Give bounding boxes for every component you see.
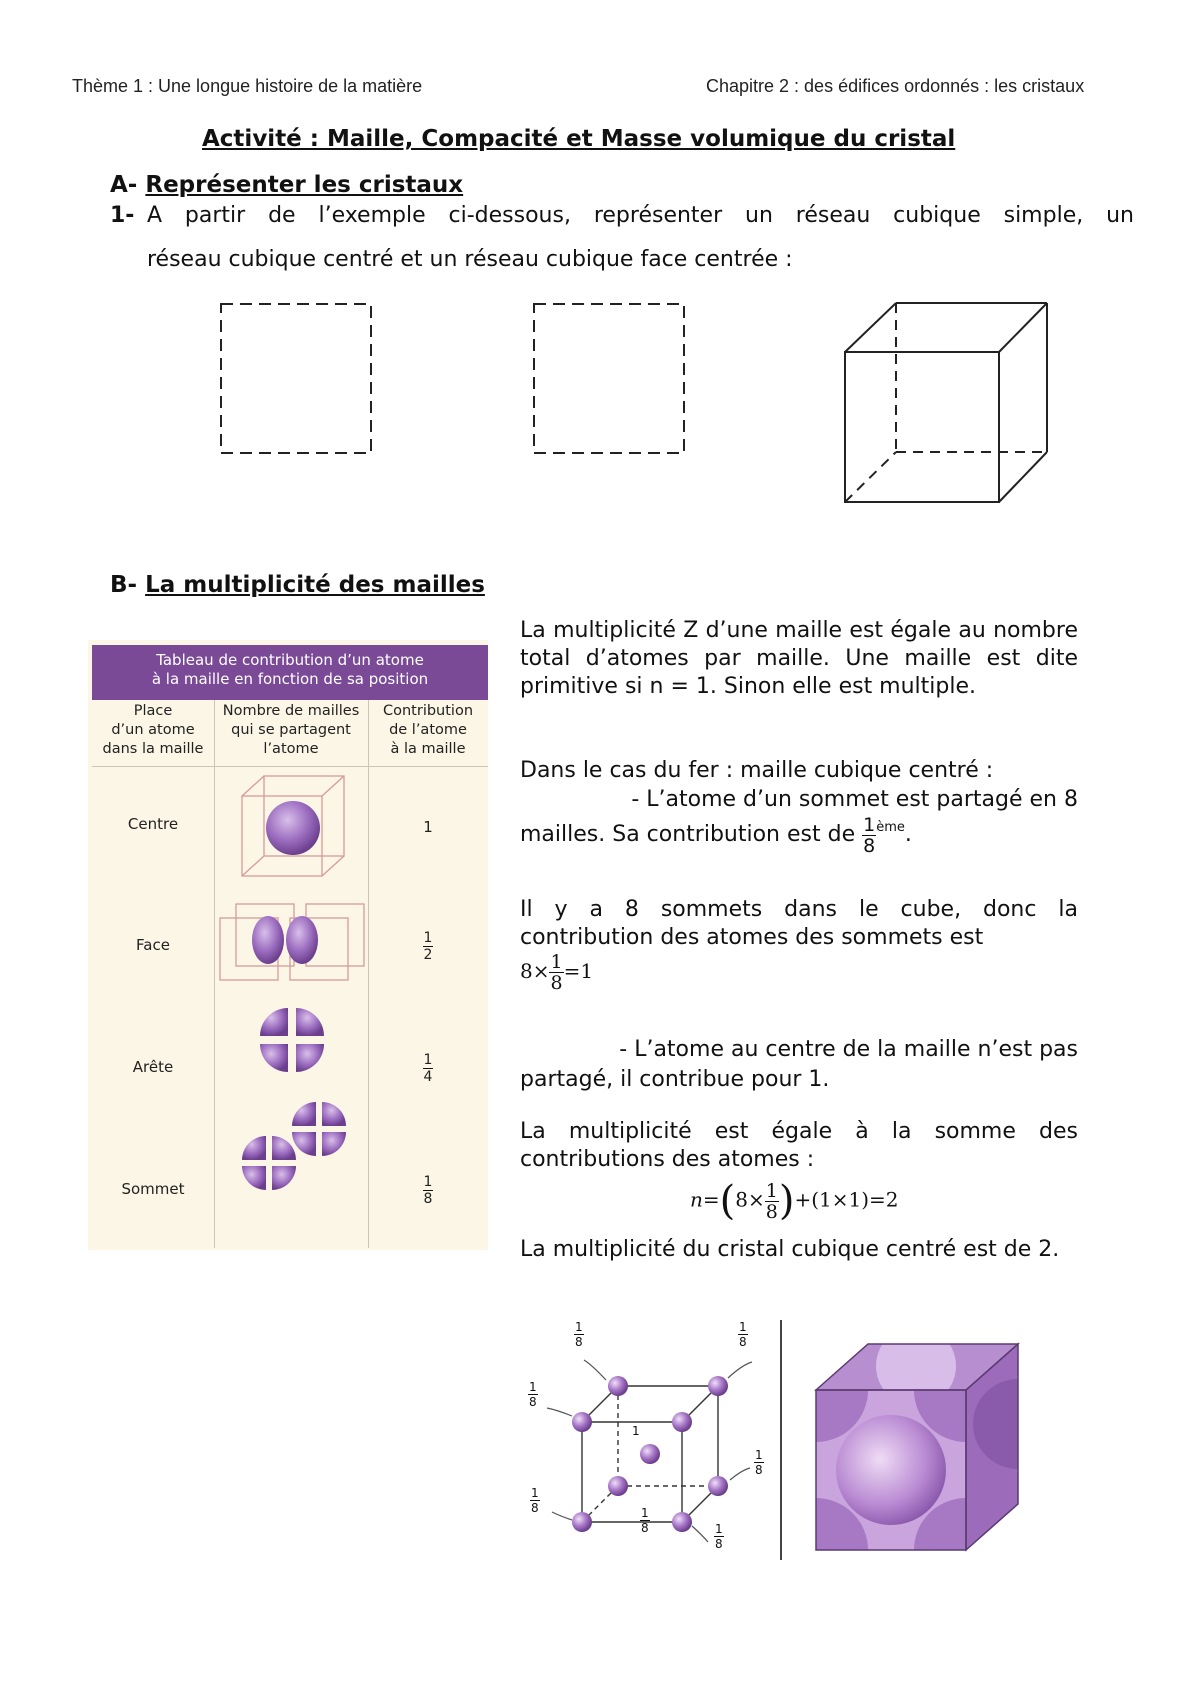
bcc-label-centre: 1 bbox=[632, 1424, 640, 1438]
question-1-line1: A partir de l’exemple ci-dessous, représenter un réseau cubique simple, un bbox=[147, 203, 1134, 228]
row-value-sommet: $\frac{1}{8}$ bbox=[423, 1174, 433, 1207]
bcc-label-top-right: $\frac{1}{8}$ bbox=[739, 1320, 747, 1349]
paragraph-eight-vertices: Il y a 8 sommets dans le cube, donc la contribution des atomes des sommets est bbox=[520, 897, 1078, 950]
vertex-eighth-atoms bbox=[242, 1102, 346, 1190]
contribution-table bbox=[88, 640, 488, 1250]
dashed-square-1 bbox=[221, 304, 371, 453]
header-left: Thème 1 : Une longue histoire de la matière bbox=[72, 76, 423, 96]
drawing-area bbox=[0, 0, 1200, 520]
row-label-sommet: Sommet bbox=[121, 1180, 185, 1198]
section-b-heading bbox=[110, 572, 485, 598]
vertex-shared-line1: - L’atome d’un sommet est partagé en 8 bbox=[631, 787, 1078, 812]
question-1-number: 1- bbox=[110, 203, 135, 228]
table-title-line2: à la maille en fonction de sa position bbox=[151, 670, 429, 688]
face-half-atom-right bbox=[286, 916, 318, 964]
paragraph-centre-atom-line1: - L’atome au centre de la maille n’est pas bbox=[619, 1037, 1078, 1062]
table-col2-header: Nombre de mailles qui se partagent l’atome bbox=[222, 703, 360, 757]
table-separator-1 bbox=[214, 700, 215, 1248]
row-label-face: Face bbox=[136, 936, 170, 954]
bcc-lattice-svg bbox=[522, 1320, 780, 1560]
vertex-contribution-text: mailles. Sa contribution est de bbox=[520, 822, 856, 847]
paragraph-vertex-contribution: mailles. Sa contribution est de $\frac{1}{8}$ $^{ème}$. bbox=[520, 813, 912, 857]
table-title bbox=[92, 645, 488, 697]
table-illustrations bbox=[216, 768, 368, 1248]
row-value-arete: $\frac{1}{4}$ bbox=[423, 1052, 433, 1085]
section-b-title: La multiplicité des mailles bbox=[145, 572, 485, 598]
row-value-face: $\frac{1}{2}$ bbox=[423, 930, 433, 963]
table-divider bbox=[92, 697, 488, 700]
equation-vertices: 8× $\frac{1}{8}$ =1 bbox=[520, 951, 594, 994]
table-title-line1: Tableau de contribution d’un atome bbox=[156, 651, 424, 669]
bcc-label-bottom-center: $\frac{1}{8}$ bbox=[641, 1506, 649, 1535]
paragraph-iron-case: Dans le cas du fer : maille cubique centré : bbox=[520, 758, 994, 783]
header-right: Chapitre 2 : des édifices ordonnés : les cristaux bbox=[706, 76, 1085, 96]
page-title: Activité : Maille, Compacité et Masse volumique du cristal bbox=[202, 126, 956, 152]
table-header-line bbox=[92, 766, 488, 767]
bcc-label-bottom-right: $\frac{1}{8}$ bbox=[715, 1522, 723, 1551]
cube-drawing bbox=[845, 303, 1047, 502]
paragraph-centre-atom-line2: partagé, il contribue pour 1. bbox=[520, 1067, 830, 1092]
fraction-one-eighth: $\frac{1}{8}$ bbox=[863, 813, 876, 857]
edge-quarter-atoms bbox=[260, 1008, 324, 1072]
centre-atom bbox=[266, 801, 320, 855]
bcc-lattice-figure bbox=[522, 1320, 780, 1560]
bcc-label-right: $\frac{1}{8}$ bbox=[755, 1448, 763, 1477]
table-col3-header: Contribution de l’atome à la maille bbox=[382, 703, 474, 757]
table-col1-header: Place d’un atome dans la maille bbox=[102, 703, 204, 757]
paragraph-multiplicity-definition: La multiplicité Z d’une maille est égale au nombre total d’atomes par maille. Une maille est dite primitive si n = 1. Sinon elle est multiple. bbox=[520, 618, 1078, 699]
superscript-eme: ème bbox=[876, 820, 905, 835]
paragraph-vertex-shared bbox=[520, 786, 1078, 814]
row-label-arete: Arête bbox=[132, 1058, 174, 1076]
section-a-title: Représenter les cristaux bbox=[145, 172, 464, 198]
section-a-prefix: A- bbox=[110, 172, 146, 198]
paragraph-conclusion: La multiplicité du cristal cubique centré est de 2. bbox=[520, 1237, 1060, 1262]
table-separator-2 bbox=[368, 700, 369, 1248]
compact-cube-figure bbox=[796, 1322, 1036, 1558]
bcc-label-left: $\frac{1}{8}$ bbox=[529, 1380, 537, 1409]
dashed-square-2 bbox=[534, 304, 684, 453]
figure-divider bbox=[780, 1320, 782, 1560]
row-label-centre: Centre bbox=[127, 815, 179, 833]
bcc-label-top-left: $\frac{1}{8}$ bbox=[575, 1320, 583, 1349]
bcc-label-bottom-left: $\frac{1}{8}$ bbox=[531, 1486, 539, 1515]
equation-multiplicity: n=(8× $\frac{1}{8}$ )+(1×1)=2 bbox=[690, 1178, 899, 1224]
row-value-centre: 1 bbox=[423, 818, 433, 836]
question-1-line2: réseau cubique centré et un réseau cubique face centrée : bbox=[147, 247, 793, 272]
face-half-atom-left bbox=[252, 916, 284, 964]
section-b-prefix: B- bbox=[110, 572, 146, 598]
paragraph-sum-contributions: La multiplicité est égale à la somme des contributions des atomes : bbox=[520, 1119, 1078, 1172]
